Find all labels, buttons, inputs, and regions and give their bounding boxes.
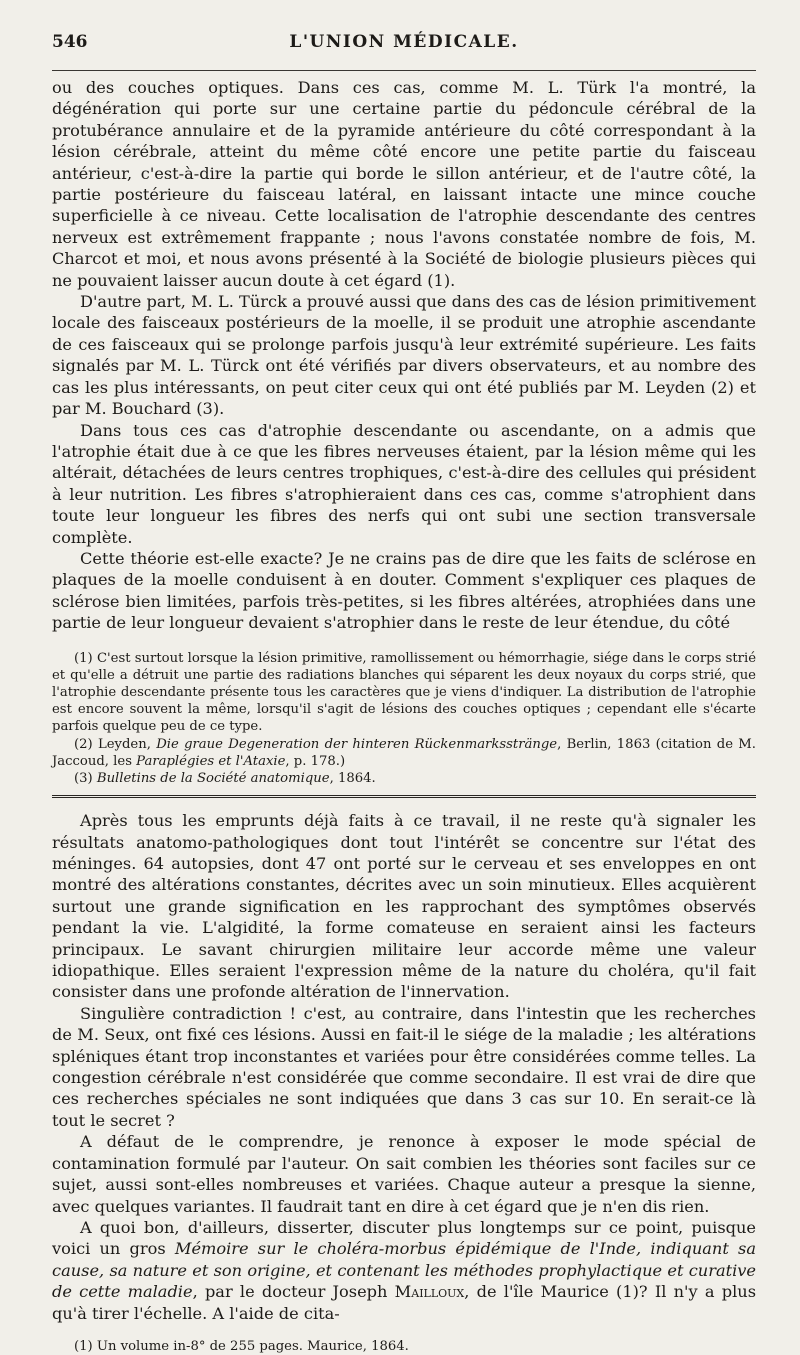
paragraph: Dans tous ces cas d'atrophie descendante ou ascendante, on a admis que l'atrophie était due à ce que les fibres nerveuses étaient, par la lésion même qui les altérait, détachées de leurs centres trophiques, c'est-à-dire des cellules qui président à leur nutrition. Les fibres s'atrophieraient dans ces cas, comme s'atrophient dans toute leur longueur les fibres des nerfs qui ont subi une section transversale complète.	[52, 420, 756, 547]
paragraph: ou des couches optiques. Dans ces cas, comme M. L. Türk l'a montré, la dégénération qui porte sur une certaine partie du pédoncule cérébral de la protubérance annulaire et de la pyramide antérieure du côté correspondant à la lésion cérébrale, atteint du même côté encore une petite partie du faisceau antérieur, c'est-à-dire la partie qui borde le sillon antérieur, et de l'autre côté, la partie postérieure du faisceau latéral, en laissant intacte une mince couche superficielle à ce niveau. Cette localisation de l'atrophie descendante des centres nerveux est extrêmement frappante ; nous l'avons constatée nombre de fois, M. Charcot et moi, et nous avons présenté à la Société de biologie plusieurs pièces qui ne pouvaient laisser aucun doute à cet égard (1).	[52, 78, 756, 290]
footnote-3: (3) Bulletins de la Société anatomique, 1864.	[74, 770, 376, 786]
paragraph: Après tous les emprunts déjà faits à ce travail, il ne reste qu'à signaler les résultats anatomo-pathologiques dont tout l'intérêt se concentre sur l'état des méninges. 64 autopsies, dont 47 ont porté sur le cerveau et ses enveloppes en ont montré des altérations constantes, décrites avec un soin minutieux. Elles acquièrent surtout une grande signification en les rapprochant des symptômes observés pendant la vie. L'algidité, la forme comateuse en seraient ainsi les facteurs principaux. Le savant chirurgien militaire leur accorde même une valeur idiopathique. Elles seraient l'expression même de la nature du choléra, qu'il fait consister dans une profonde altération de l'innervation.	[52, 811, 756, 1002]
page-header	[52, 26, 756, 60]
paragraph: D'autre part, M. L. Türck a prouvé aussi que dans des cas de lésion primitivement locale des faisceaux postérieurs de la moelle, il se produit une atrophie ascendante de ces faisceaux qui se prolonge parfois jusqu'à leur extrémité supérieure. Les faits signalés par M. L. Türck ont été vérifiés par divers observateurs, et au nombre des cas les plus intéressants, on peut citer ceux qui ont été publiés par M. Leyden (2) et par M. Bouchard (3).	[52, 292, 756, 419]
article-cholera-review	[52, 810, 756, 1355]
footnote-1: (1) C'est surtout lorsque la lésion primitive, ramollissement ou hémorrhagie, siége dans le corps strié et qu'elle a détruit une partie des radiations blanches qui séparent les deux noyaux du corps strié, que l'atrophie descendante présente tous les caractères que je viens d'indiquer. La distribution de l'atrophie est encore souvent la même, lorsqu'il s'agit de lésions des couches optiques ; cependant elle s'écarte parfois quelque peu de ce type.	[52, 650, 756, 735]
footnote-2: (2) Leyden, Die graue Degeneration der hinteren Rückenmarksstränge, Berlin, 1863 (citation de M. Jaccoud, les Paraplégies et l'Ataxie, p. 178.)	[52, 736, 756, 769]
journal-title: L'UNION MÉDICALE.	[289, 32, 519, 52]
paragraph: Singulière contradiction ! c'est, au contraire, dans l'intestin que les recherches de M. Seux, ont fixé ces lésions. Aussi en fait-il le siége de la maladie ; les altérations spléniques étant trop inconstantes et variées pour être considérées comme telles. La congestion cérébrale n'est considérée que comme secondaire. Il est vrai de dire que ces recherches spéciales ne sont indiquées que dans 3 cas sur 10. En serait-ce là tout le secret ?	[52, 1003, 756, 1130]
footnote-volume: (1) Un volume in-8° de 255 pages. Maurice, 1864.	[74, 1338, 409, 1354]
paragraph: A défaut de le comprendre, je renonce à exposer le mode spécial de contamination formulé par l'auteur. On sait combien les théories sont faciles sur ce sujet, aussi sont-elles nombreuses et variées. Chaque auteur a presque la sienne, avec quelques variantes. Il faudrait tant en dire à cet égard que je n'en dis rien.	[52, 1132, 756, 1216]
paragraph: Cette théorie est-elle exacte? Je ne crains pas de dire que les faits de sclérose en plaques de la moelle conduisent à en douter. Comment s'expliquer ces plaques de sclérose bien limitées, parfois très-petites, si les fibres altérées, atrophiées dans une partie de leur longueur devaient s'atrophier dans le reste de leur étendue, du côté	[52, 548, 756, 633]
article-neurology	[52, 77, 756, 787]
header-rule	[52, 70, 756, 71]
section-divider	[52, 795, 756, 798]
paragraph: A quoi bon, d'ailleurs, disserter, discuter plus longtemps sur ce point, puisque voici un gros Mémoire sur le choléra-morbus épidémique de l'Inde, indiquant sa cause, sa nature et son origine, et contenant les méthodes prophylactique et curative de cette maladie, par le docteur Joseph Mailloux, de l'île Maurice (1)? Il n'y a plus qu'à tirer l'échelle. A l'aide de cita-	[52, 1217, 757, 1323]
page-number: 546	[52, 32, 88, 52]
